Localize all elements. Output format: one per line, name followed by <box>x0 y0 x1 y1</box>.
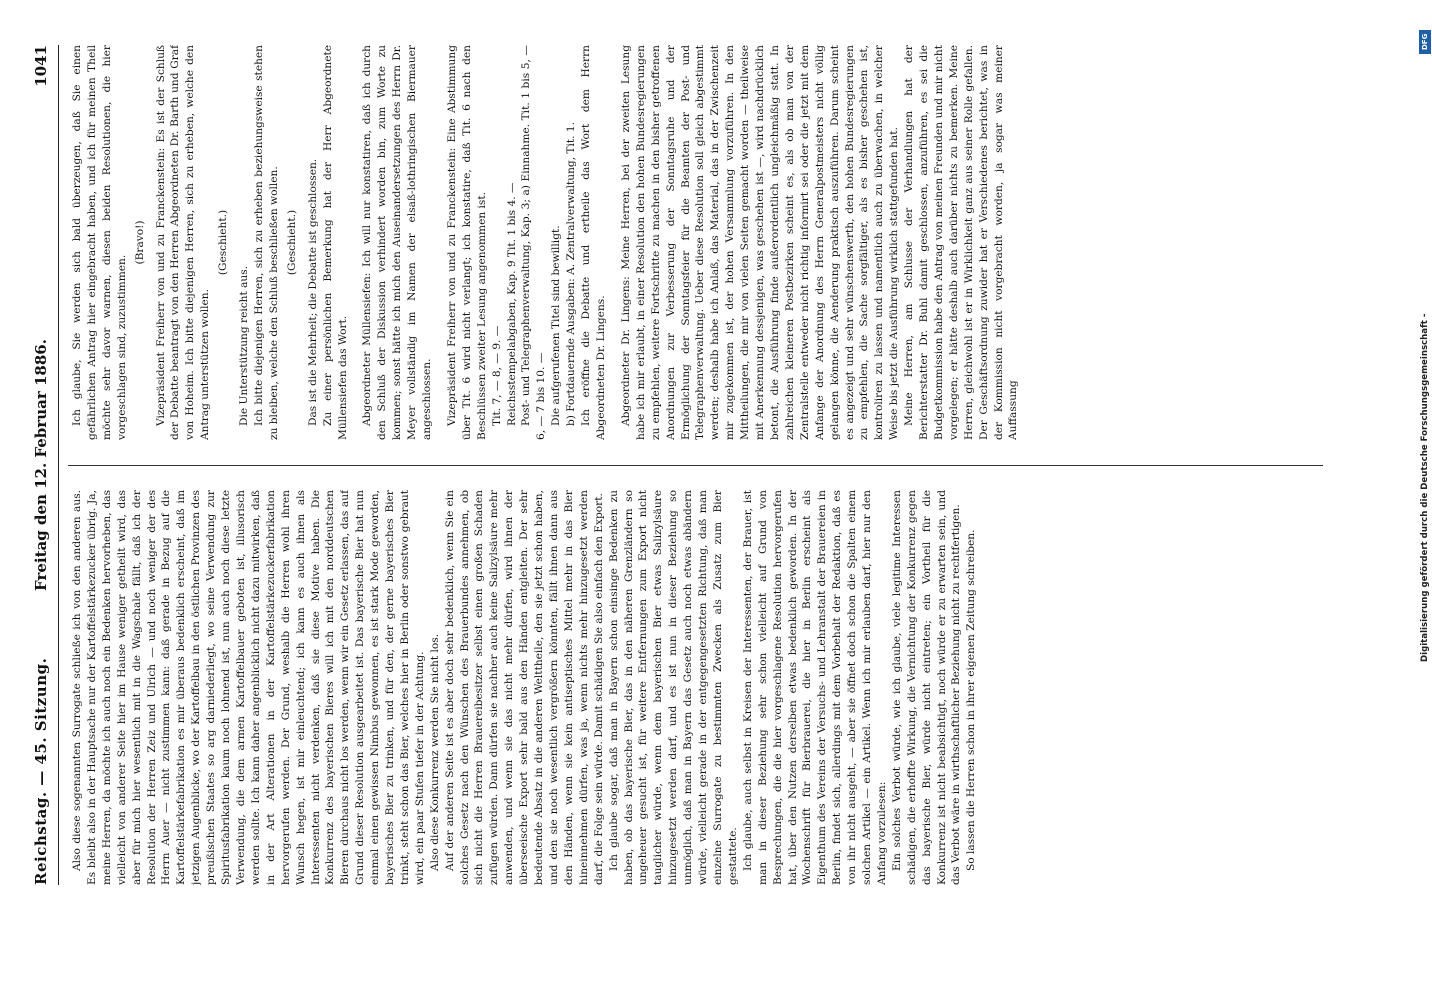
paragraph: Die Unterstützung reicht aus. <box>238 265 251 426</box>
page-header <box>28 45 59 885</box>
digitization-credit: Digitalisierung gefördert durch die Deutsche Forschungsgemeinschaft - <box>1420 313 1430 662</box>
paragraph: Also diese sogenannten Surrogate schließe ich von den anderen aus. Es bleibt also in der Hauptsache nur der Kartoffelstärkezucker übrig. Ja, meine Herren, da möchte ich auch noch ein Bedenken hervorheben, das vielleicht von anderer Seite hier im Hause weniger getheilt wird, das aber für mich hier wesentlich mit in die Wagschale fällt, daß ich der Resolution der Herren Zeiz und Ulrich — und noch weniger der des Herrn Auer — nicht zustimmen kann: daß gerade in Bezug auf die Kartoffelstärkefabrikation es mir überaus bedenklich erscheint, daß im jetzigen Augenblicke, wo der Kartoffelbau in den östlichen Provinzen des preußischen Staates so arg darniederliegt, wo seine Verwendung zur Spiritusfabrikation kaum noch lohnend ist, nun auch noch diese letzte Verwendung, die dem armen Kartoffelbauer geboten ist, illusorisch werden sollte. Ich kann daher angenblicklich nicht dazu mitwirken, daß in der Art Alterationen in der Kartoffelstärkezuckerfabrikation hervorgerufen werden. Der Grund, weshalb die Herren wohl ihren Wunsch hegen, ist mir einleuchtend; ich kann es auch ihnen als Interessenten nicht verdenken, daß sie diese Motive haben. Die Konkurrenz des bayerischen Bieres will ich mit den norddeutschen Bieren durchaus nicht los werden, wenn wir ein Gesetz erlassen, das auf Grund dieser Resolution ausgearbeitet ist. Das bayerische Bier hat nun einmal einen gewissen Nimbus gewonnen, es ist stark Mode geworden, bayerisches Bier zu trinken, und für den, der gerne bayerisches Bier trinkt, steht schon das Bier, welches hier in Berlin oder sonstwo gebraut wird, ein paar Stufen tiefer in der Achtung. <box>71 490 426 885</box>
paragraph: Ich glaube, auch selbst in Kreisen der Interessenten, der Brauer, ist man in dieser Beziehung sehr schon vielleicht auf Grund von Besprechungen, die die hier vorgeschlagene Resolution hervorgerufen hat, über den Nutzen derselben etwas bedenklich geworden. In der Wochenschrift für Bierbrauerei, die hier in Berlin erscheint als Eigenthum des Vereins der Versuchs- und Lehranstalt der Brauereien in Berlin, findet sich, allerdings mit dem Vorbehalt der Redaktion, daß es von ihr nicht ausgeht, — aber sie öffnet doch schon die Spalten einem solchen Artikel — ein Artikel. Wenn ich mir erlauben darf, hier nur den Anfang vorzulesen: <box>741 490 888 885</box>
paragraph: Meine Herren, am Schlusse der Verhandlungen hat der Berichterstatter Dr. Buhl damit geschlossen, anzuführen, es sei die Budgetkommission habe den Antrag von meinen Freunden und mir nicht vorgelegen; er hätte deshalb auch darüber nichts zu bemerken. Meine Herren, gleichwohl ist er in Wirklichkeit ganz aus seiner Rolle gefallen. Der Geschäftsordnung zuwider hat er Verschiedenes berichtet, was in der Kommission nicht vorgebracht worden, ja sogar was meiner Auffassung <box>903 45 1020 440</box>
paragraph: Post- und Telegraphenverwaltung, Kap. 3; a) Einnahme. Tit. 1 bis 5, — 6, — 7 bis 10. — <box>520 45 548 440</box>
left-column <box>70 490 1325 885</box>
stage-direction: (Bravo!) <box>133 220 146 265</box>
paragraph: Also diese Konkurrenz werden Sie nicht los. <box>428 633 441 871</box>
paragraph: Reichsstempelabgaben, Kap. 9 Tit. 1 bis 4. — <box>505 182 518 426</box>
dfg-logo: DFG <box>1419 30 1431 54</box>
paragraph: Auf der anderen Seite ist es aber doch sehr bedenklich, wenn Sie ein solches Gesetz nach den Wünschen des Brauerbundes annehmen, ob sich nicht die Herren Brauereibesitzer selbst einen großen Schaden zufügen würden. Dann dürfen sie nachher auch keine Salizylsäure mehr anwenden, und wenn sie das nicht mehr dürfen, wird ihnen der überseeische Export sehr bald aus den Händen entgleiten. Der sehr bedeutende Absatz in die anderen Welttheile, den sie jetzt schon haben, und den sie noch wesentlich vergrößern könnten, fällt ihnen dann aus den Händen, wenn sie kein antiseptisches Mittel mehr in das Bier hineinnehmen dürfen, was ja, wenn nichts mehr hinzugesetzt werden darf, die Folge sein würde. Damit schädigen Sie also einfach den Export. <box>443 490 605 885</box>
page-number: 1041 <box>32 45 50 87</box>
speaker-paragraph: Abgeordneter Müllensiefen: Ich will nur konstatiren, daß ich durch den Schluß der Diskussion verhindert worden bin, zum Worte zu kommen; sonst hätte ich mich den Auseinandersetzungen des Herrn Dr. Meyer vollständig im Namen der elsaß-lothringischen Biermauer angeschlossen. <box>361 45 434 440</box>
paragraph: Ich bitte diejenigen Herren, sich zu erheben beziehungsweise stehen zu bleiben, welche den Schluß beschließen wollen. <box>252 45 280 440</box>
speaker-paragraph: Vizepräsident Freiherr von und zu Franckenstein: Eine Abstimmung über Tit. 6 wird nicht verlangt; ich konstatire, daß Tit. 6 nach den Beschlüssen zweiter Lesung angenommen ist. <box>445 45 488 440</box>
paragraph: Ich glaube sogar, daß man in Bayern schon einsinge Bedenken zu haben, ob das bayerische Bier, das in den näheren Grenzländern so ungeheuer gesucht ist, für weitere Entfernungen zum Export nicht tauglicher würde, wenn dem bayerischen Bier etwas Salizylsäure hinzugesetzt werden darf, und es ist nun in dieser Beziehung so unmöglich, daß man in Bayern das Gesetz auch noch etwas abändern würde, vielleicht gerade in der entgegengesetzten Richtung, daß man einzelne Surrogate zu bestimmten Zwecken als Zusatz zum Bier gestattete. <box>607 490 739 885</box>
paragraph: So lassen die Herren schon in ihrer eigenen Zeitung schreiben. <box>965 529 978 871</box>
speaker-paragraph: Vizepräsident Freiherr von und zu Franckenstein: Es ist der Schluß der Debatte beantragt von den Herren Abgeordneten Dr. Barth und Graf von Hoheim. Ich bitte diejenigen Herren, sich zu erheben, welche den Antrag unterstützen wollen. <box>154 45 212 440</box>
header-session: Reichstag. — 45. Sitzung. <box>32 657 50 885</box>
paragraph: Tit. 7, — 8, — 9. — <box>490 325 503 426</box>
column-divider <box>68 465 1323 466</box>
newspaper-page <box>28 45 1328 885</box>
quoted-paragraph: Ein solches Verbot würde, wie ich glaube, viele legitime Interessen schädigen, die erhoffte Wirkung, die Vernichtung der Konkurrenz gegen das bayerische Bier, würde nicht eintreten; ein Vortheil für die Konkurrenz ist nicht beabsichtigt, noch würde er zu erwarten sein, und das Verbot wäre in wirthschaftlicher Beziehung nicht zu rechtfertigen. <box>890 490 963 885</box>
speaker-paragraph: Abgeordneter Dr. Lingens: Meine Herren, bei der zweiten Lesung habe ich mir erlaubt, in einer Resolution den hohen Bundesregierungen zu empfehlen, weitere Fortschritte zu machen in den bisher getroffenen Anordnungen zur Verbesserung der Sonntagsruhe und der Ermöglichung der Sonntagsfeier für die Beamten der Post- und Telegraphenverwaltung. Ueber diese Resolution soll gleich abgestimmt werden; deshalb habe ich Anlaß, das Material, das in der Zwischenzeit mir zugekommen ist, der hohen Versammlung vorzuführen. In den Mittheilungen, die mir von vielen Seiten gemacht worden — theilweise mit Anerkennung dessjenigen, was geschehen ist —, wird nachdrücklich betont, die Ausführung finde außerordentlich ungleichmäßig statt. In zahlreichen kleineren Postbezirken scheint es, als ob man von der Zentralstelle entweder nicht richtig informirt sei oder die jetzt mit dem Anfange der Anordnung des Herrn Generalpostmeisters nicht völlig gelangen könne, die Aenderung praktisch auszuführen. Darum scheint es angezeigt und sehr wünschenswerth, den hohen Bundesregierungen zu empfehlen, die Sache sorgfältiger, als es bisher geschehen ist, kontroliren zu lassen und namentlich auch zu überwachen, in welcher Weise bis jetzt die Ausführung wirklich stattgefunden hat. <box>619 45 901 440</box>
paragraph: b) Fortdauernde Ausgaben: A. Zentralverwaltung, Tit. 1. <box>565 122 578 426</box>
paragraph: Ich eröffne die Debatte und ertheile das Wort dem Herrn Abgeordneten Dr. Lingens. <box>580 45 607 440</box>
header-date: Freitag den 12. Februar 1886. <box>32 339 50 591</box>
paragraph: Das ist die Mehrheit; die Debatte ist geschlossen. <box>306 158 319 426</box>
digitization-sidebar <box>1417 0 1432 1000</box>
paragraph: Ich glaube, Sie werden sich bald überzeugen, daß Sie einen gefährlichen Antrag hier eingebracht haben, und ich für meinen Theil möchte sehr davor warnen, diesen beiden Resolutionen, die hier vorgeschlagen sind, zuzustimmen. <box>71 45 128 440</box>
paragraph: Zu einer persönlichen Bemerkung hat der Herr Abgeordnete Müllensiefen das Wort. <box>321 45 349 440</box>
right-column <box>70 45 1325 440</box>
stage-direction: (Geschieht.) <box>285 209 298 276</box>
paragraph: Die aufgerufenen Titel sind bewilligt. <box>550 225 563 426</box>
stage-direction: (Geschieht.) <box>217 209 230 276</box>
